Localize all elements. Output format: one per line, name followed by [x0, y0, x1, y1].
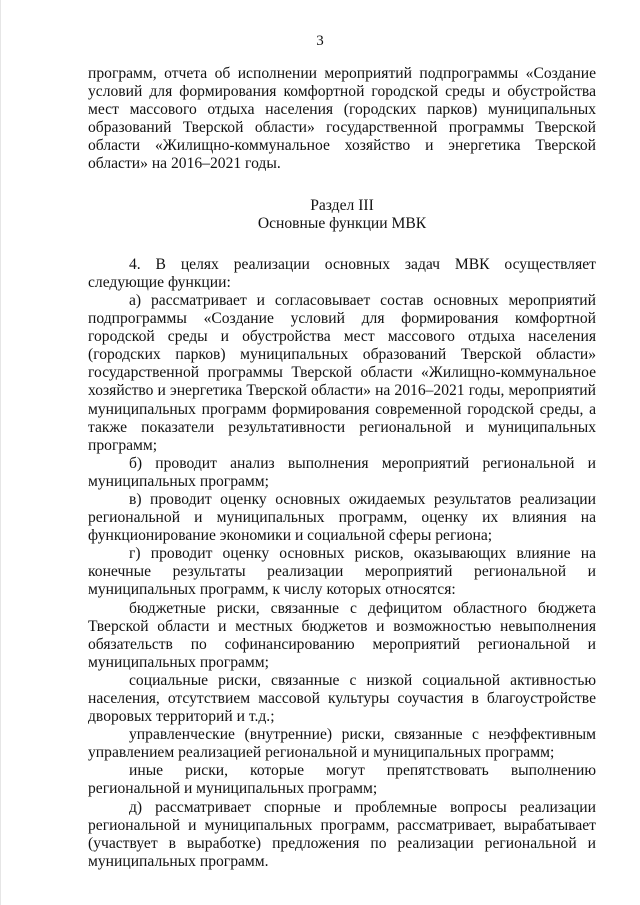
- section-heading: [88, 197, 596, 233]
- paragraph-item-a: а) рассматривает и согласовывает состав основных мероприятий подпрограммы «Создание условий для формирования комфортной городской среды и обустройства мест массового отдыха населения (городских парков) муниципальных образований Тверской области» государственной программы Тверской области «Жилищно-коммунальное хозяйство и энергетика Тверской области» на 2016–2021 годы, мероприятий муниципальных программ формирования современной городской среды, а также показатели результативности региональной и муниципальных программ;: [88, 291, 596, 454]
- page-edge: [0, 0, 1, 905]
- page-number: 3: [316, 33, 324, 49]
- section-number: Раздел III: [310, 196, 374, 214]
- section-title: Основные функции МВК: [257, 214, 427, 232]
- paragraph-item-v: в) проводит оценку основных ожидаемых результатов реализации региональной и муниципальных программ, оценку их влияния на функционирование экономики и социальной сферы региона;: [88, 490, 596, 545]
- paragraph-other-risks: иные риски, которые могут препятствовать выполнению региональной и муниципальных программ;: [88, 762, 596, 798]
- paragraph-item-b: б) проводит анализ выполнения мероприятий региональной и муниципальных программ;: [88, 454, 596, 490]
- intro-paragraph: программ, отчета об исполнении мероприятий подпрограммы «Создание условий для формирования комфортной городской среды и обустройства мест массового отдыха населения (городских парков) муниципальных образований Тверской области» государственной программы Тверской области «Жилищно-коммунальное хозяйство и энергетика Тверской области» на 2016–2021 годы.: [88, 65, 596, 173]
- paragraph-4-functions: 4. В целях реализации основных задач МВК осуществляет следующие функции:: [88, 255, 596, 291]
- paragraph-budget-risks: бюджетные риски, связанные с дефицитом областного бюджета Тверской области и местных бюджетов и возможностью невыполнения обязательств по софинансированию мероприятий региональной и муниципальных программ;: [88, 599, 596, 671]
- paragraph-social-risks: социальные риски, связанные с низкой социальной активностью населения, отсутствием массовой культуры соучастия в благоустройстве дворовых территорий и т.д.;: [88, 671, 596, 726]
- document-body: [88, 65, 596, 871]
- paragraph-management-risks: управленческие (внутренние) риски, связанные с неэффективным управлением реализацией региональной и муниципальных программ;: [88, 726, 596, 762]
- paragraph-item-d: д) рассматривает спорные и проблемные вопросы реализации региональной и муниципальных программ, рассматривает, вырабатывает (участвует в выработке) предложения по реализации региональной и муниципальных программ.: [88, 798, 596, 870]
- paragraph-item-g: г) проводит оценку основных рисков, оказывающих влияние на конечные результаты реализации мероприятий региональной и муниципальных программ, к числу которых относятся:: [88, 545, 596, 599]
